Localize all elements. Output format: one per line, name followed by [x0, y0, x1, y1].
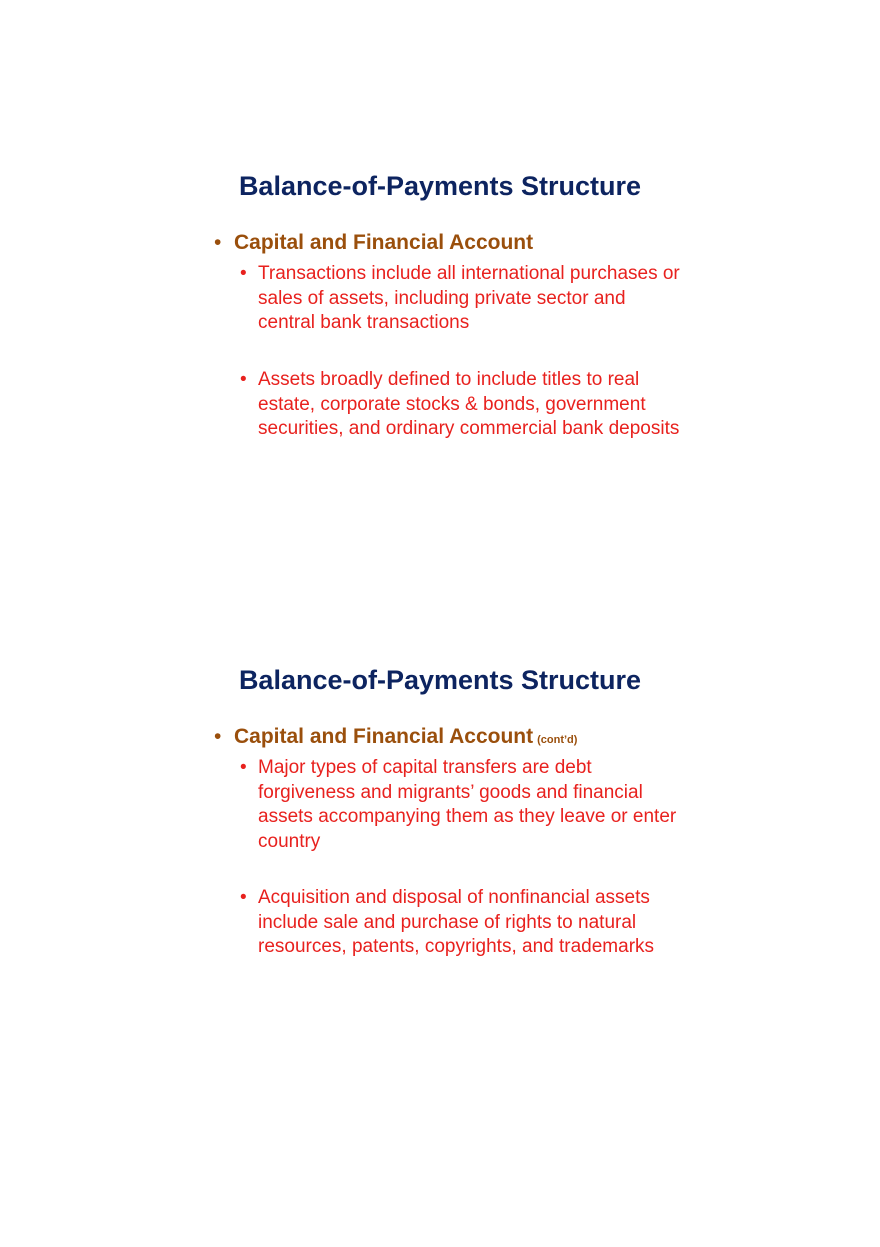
bullet-text: Acquisition and disposal of nonfinancial assets include sale and purchase of rights to natural resources, patents, copyrights, and trademarks [258, 887, 655, 957]
section-heading-text: Capital and Financial Account [234, 725, 534, 748]
bullet-text: Assets broadly defined to include titles to real estate, corporate stocks & bonds, government securities, and ordinary commercial bank deposits [258, 369, 680, 439]
bullet-item [240, 886, 680, 960]
bullet-item [240, 262, 680, 336]
bullet-icon: • [240, 369, 247, 390]
section-heading [214, 230, 533, 256]
bullet-icon: • [214, 725, 222, 748]
bullet-icon: • [240, 887, 247, 908]
bullet-icon: • [214, 231, 222, 254]
section-heading [214, 724, 577, 753]
bullet-icon: • [240, 263, 247, 284]
bullet-text: Transactions include all international purchases or sales of assets, including private sector and central bank transactions [258, 263, 680, 333]
slide-title: Balance-of-Payments Structure [238, 665, 642, 695]
section-heading-suffix: (cont’d) [537, 734, 578, 746]
bullet-icon: • [240, 757, 247, 778]
section-heading-text: Capital and Financial Account [234, 231, 534, 254]
slide-title: Balance-of-Payments Structure [238, 171, 642, 201]
bullet-item [240, 756, 680, 854]
bullet-item [240, 368, 680, 442]
bullet-text: Major types of capital transfers are debt forgiveness and migrants’ goods and financial assets accompanying them as they leave or enter country [258, 757, 677, 852]
